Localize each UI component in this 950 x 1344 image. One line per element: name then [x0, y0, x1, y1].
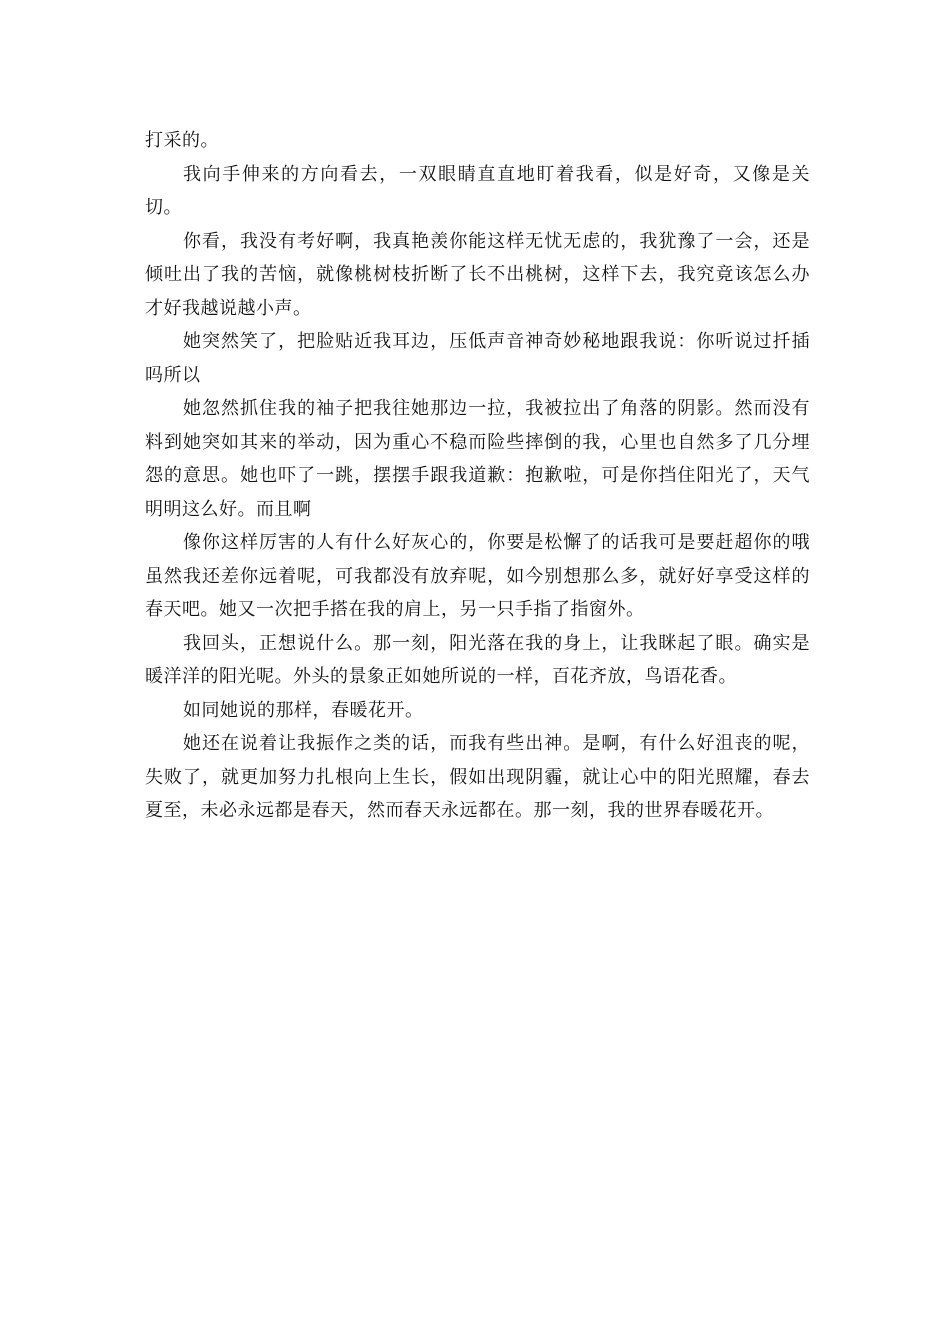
paragraph: 像你这样厉害的人有什么好灰心的，你要是松懈了的话我可是要赶超你的哦虽然我还差你远着呢，可我都没有放弃呢，如今别想那么多，就好好享受这样的春天吧。她又一次把手搭在我的肩上，另一只手指了指窗外。 — [145, 532, 810, 620]
paragraph: 她突然笑了，把脸贴近我耳边，压低声音神奇妙秘地跟我说：你听说过扦插吗所以 — [145, 331, 810, 386]
paragraph: 我回头，正想说什么。那一刻，阳光落在我的身上，让我眯起了眼。确实是暖洋洋的阳光呢。外头的景象正如她所说的一样，百花齐放，鸟语花香。 — [145, 632, 810, 687]
paragraph: 如同她说的那样，春暖花开。 — [183, 699, 424, 721]
paragraph: 你看，我没有考好啊，我真艳羡你能这样无忧无虑的，我犹豫了一会，还是倾吐出了我的苦恼，就像桃树枝折断了长不出桃树，这样下去，我究竟该怎么办才好我越说越小声。 — [145, 230, 810, 319]
paragraph: 她忽然抓住我的袖子把我往她那边一拉，我被拉出了角落的阴影。然而没有料到她突如其来的举动，因为重心不稳而险些摔倒的我，心里也自然多了几分埋怨的意思。她也吓了一跳，摆摆手跟我道歉：抱歉啦，可是你挡住阳光了，天气明明这么好。而且啊 — [145, 398, 810, 520]
document-body — [145, 124, 810, 828]
paragraph: 她还在说着让我振作之类的话，而我有些出神。是啊，有什么好沮丧的呢，失败了，就更加努力扎根向上生长，假如出现阴霾，就让心中的阳光照耀，春去夏至，未必永远都是春天，然而春天永远都在。那一刻，我的世界春暖花开。 — [145, 733, 810, 821]
paragraph: 我向手伸来的方向看去，一双眼睛直直地盯着我看，似是好奇，又像是关切。 — [145, 163, 810, 218]
paragraph-continuation: 打采的。 — [145, 130, 219, 151]
